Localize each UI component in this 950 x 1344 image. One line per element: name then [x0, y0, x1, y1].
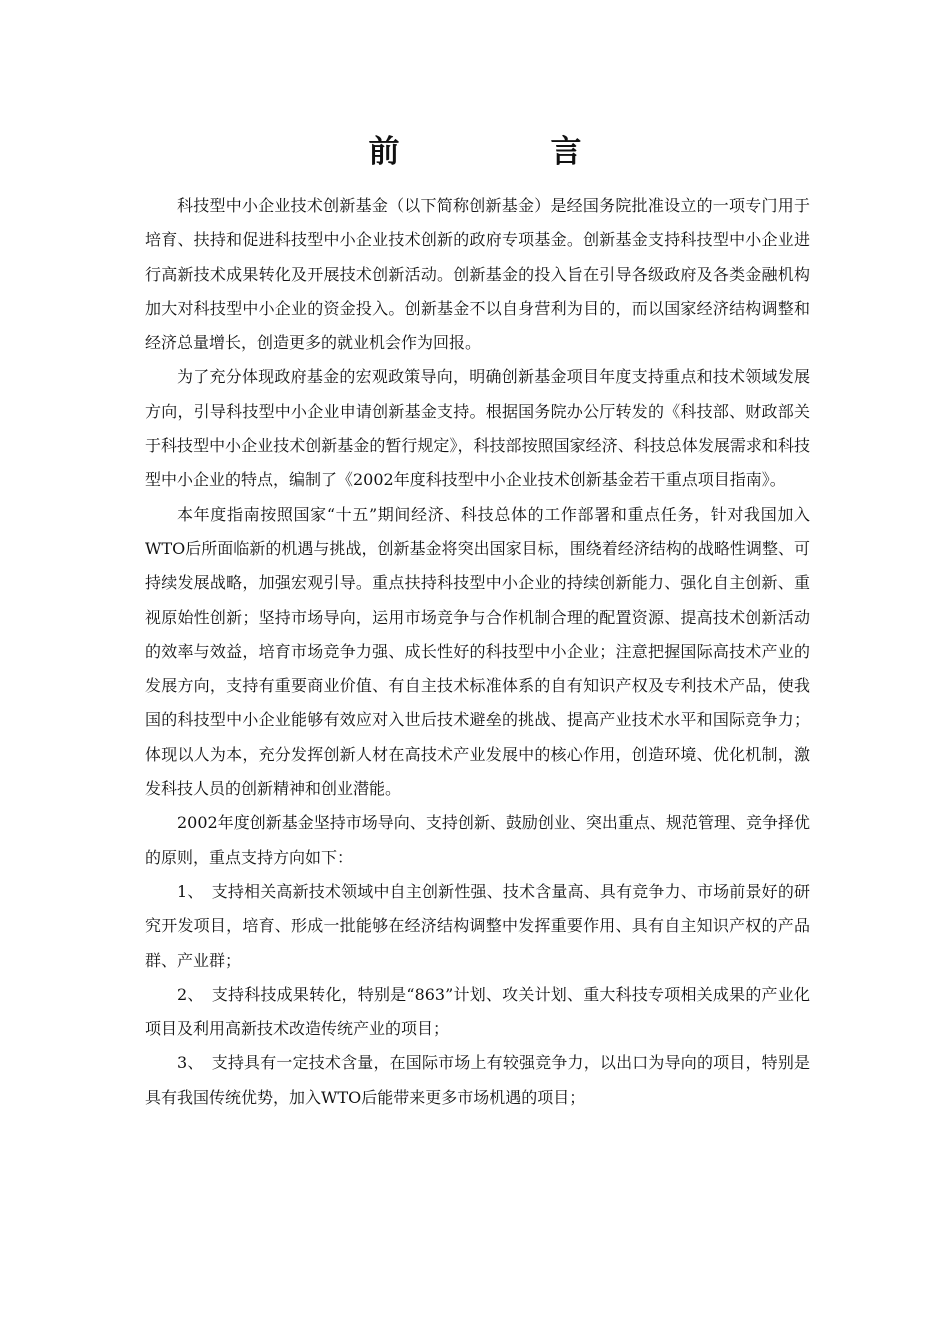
paragraph-guide: 本年度指南按照国家“十五”期间经济、科技总体的工作部署和重点任务，针对我国加入WTO后所面临新的机遇与挑战，创新基金将突出国家目标，围绕着经济结构的战略性调整、可持续发展战略，加强宏观引导。重点扶持科技型中小企业的持续创新能力、强化自主创新、重视原始性创新；坚持市场导向，运用市场竞争与合作机制合理的配置资源、提高技术创新活动的效率与效益，培育市场竞争力强、成长性好的科技型中小企业；注意把握国际高技术产业的发展方向，支持有重要商业价值、有自主技术标准体系的自有知识产权及专利技术产品，使我国的科技型中小企业能够有效应对入世后技术避垒的挑战、提高产业技术水平和国际竞争力；体现以人为本，充分发挥创新人材在高技术产业发展中的核心作用，创造环境、优化机制，激发科技人员的创新精神和创业潜能。 — [145, 504, 810, 799]
list-item: 3、 支持具有一定技术含量，在国际市场上有较强竞争力，以出口为导向的项目，特别是具有我国传统优势，加入WTO后能带来更多市场机遇的项目； — [145, 1053, 810, 1107]
paragraph-policy: 为了充分体现政府基金的宏观政策导向，明确创新基金项目年度支持重点和技术领域发展方向，引导科技型中小企业申请创新基金支持。根据国务院办公厅转发的《科技部、财政部关于科技型中小企业技术创新基金的暂行规定》，科技部按照国家经济、科技总体发展需求和科技型中小企业的特点，编制了《2002年度科技型中小企业技术创新基金若干重点项目指南》。 — [145, 367, 810, 490]
list-item: 2、 支持科技成果转化，特别是“863”计划、攻关计划、重大科技专项相关成果的产业化项目及利用高新技术改造传统产业的项目； — [145, 984, 810, 1039]
paragraph-principles: 2002年度创新基金坚持市场导向、支持创新、鼓励创业、突出重点、规范管理、竞争择优的原则，重点支持方向如下： — [145, 813, 810, 867]
page-title: 前 言 — [368, 134, 642, 170]
list-item: 1、 支持相关高新技术领域中自主创新性强、技术含量高、具有竞争力、市场前景好的研究开发项目，培育、形成一批能够在经济结构调整中发挥重要作用、具有自主知识产权的产品群、产业群； — [145, 881, 810, 970]
paragraph-intro: 科技型中小企业技术创新基金（以下简称创新基金）是经国务院批准设立的一项专门用于培育、扶持和促进科技型中小企业技术创新的政府专项基金。创新基金支持科技型中小企业进行高新技术成果转化及开展技术创新活动。创新基金的投入旨在引导各级政府及各类金融机构加大对科技型中小企业的资金投入。创新基金不以自身营利为目的，而以国家经济结构调整和经济总量增长，创造更多的就业机会作为回报。 — [145, 196, 810, 353]
body-text — [145, 189, 810, 1115]
